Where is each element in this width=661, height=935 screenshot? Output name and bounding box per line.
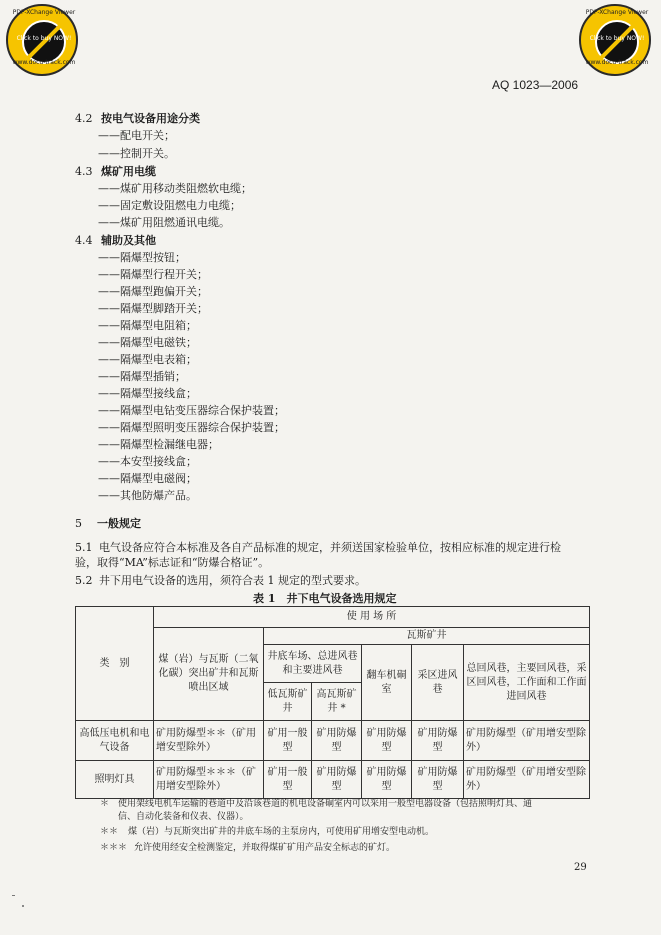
header-gas-mine: 瓦斯矿井: [264, 628, 590, 645]
cell-category: 照明灯具: [76, 761, 154, 799]
header-low-gas: 低瓦斯矿井: [264, 683, 312, 721]
scan-speck: [22, 905, 24, 907]
header-outburst: 煤（岩）与瓦斯（二氧化碳）突出矿井和瓦斯喷出区域: [154, 628, 264, 721]
list-item: ——隔爆型检漏继电器；: [98, 438, 219, 451]
header-high-gas: 高瓦斯矿井 *: [312, 683, 362, 721]
table-note-3: ＊＊＊ 允许使用经安全检测鉴定，并取得煤矿矿用产品安全标志的矿灯。: [100, 843, 396, 853]
list-item: ——隔爆型插销；: [98, 370, 186, 383]
table-caption: 表 1 井下电气设备选用规定: [253, 592, 397, 605]
header-shaft-bottom: 井底车场、总进风巷和主要进风巷: [264, 645, 362, 683]
list-item: ——煤矿用阻燃通讯电缆。: [98, 216, 230, 229]
header-mining: 采区进风巷: [412, 645, 464, 721]
cell-high-gas: 矿用防爆型: [312, 761, 362, 799]
section-4-2-heading: 4.2 按电气设备用途分类: [75, 112, 200, 125]
cell-low-gas: 矿用一般型: [264, 721, 312, 761]
table-row: [76, 721, 590, 761]
header-usage: 使 用 场 所: [154, 607, 590, 628]
list-item: ——本安型接线盒；: [98, 455, 197, 468]
list-item: ——隔爆型脚踏开关；: [98, 302, 208, 315]
equipment-selection-table: [75, 606, 590, 799]
table-note-1: ＊ 使用架线电机车运输的巷道中及沿该巷道的机电设备硐室内可以采用一般型电器设备（包括照明灯具、通 信、自动化装备和仪表、仪器）。: [100, 799, 533, 822]
cell-mining: 矿用防爆型: [412, 721, 464, 761]
header-category: 类 别: [76, 607, 154, 721]
cell-outburst: 矿用防爆型＊＊＊（矿用增安型除外）: [154, 761, 264, 799]
list-item: ——隔爆型电阻箱；: [98, 319, 197, 332]
cell-high-gas: 矿用防爆型: [312, 721, 362, 761]
clause-5-2: 5.2 井下用电气设备的选用，须符合表 1 规定的型式要求。: [75, 574, 366, 587]
list-item: ——隔爆型按钮；: [98, 251, 186, 264]
list-item: ——隔爆型行程开关；: [98, 268, 208, 281]
list-item: ——隔爆型照明变压器综合保护装置；: [98, 421, 285, 434]
cell-tipper: 矿用防爆型: [362, 721, 412, 761]
cell-return: 矿用防爆型（矿用增安型除外）: [464, 761, 590, 799]
list-item: ——配电开关；: [98, 129, 175, 142]
cell-return: 矿用防爆型（矿用增安型除外）: [464, 721, 590, 761]
cell-mining: 矿用防爆型: [412, 761, 464, 799]
cell-low-gas: 矿用一般型: [264, 761, 312, 799]
section-4-4-heading: 4.4 辅助及其他: [75, 234, 156, 247]
list-item: ——煤矿用移动类阻燃软电缆；: [98, 182, 252, 195]
table-note-2: ＊＊ 煤（岩）与瓦斯突出矿井的井底车场的主泵房内，可使用矿用增安型电动机。: [100, 827, 435, 837]
clause-5-1: 5.1 电气设备应符合本标准及各自产品标准的规定，并须送国家检验单位，按相应标准的规定进行检 验，取得“MA”标志证和“防爆合格证”。: [75, 541, 561, 569]
pdf-xchange-badge-right[interactable]: [579, 4, 651, 76]
list-item: ——隔爆型接线盒；: [98, 387, 197, 400]
table-row: [76, 761, 590, 799]
document-code: AQ 1023—2006: [492, 78, 579, 92]
list-item: ——控制开关。: [98, 147, 175, 160]
cell-tipper: 矿用防爆型: [362, 761, 412, 799]
badge-text: PDF-XChange Viewer Click to buy NOW! www.docu-track.com: [12, 9, 76, 66]
section-5-heading: 5 一般规定: [75, 517, 141, 530]
list-item: ——隔爆型跑偏开关；: [98, 285, 208, 298]
list-item: ——固定敷设阻燃电力电缆；: [98, 199, 241, 212]
list-item: ——隔爆型电磁阀；: [98, 472, 197, 485]
list-item: ——隔爆型电磁铁；: [98, 336, 197, 349]
cell-outburst: 矿用防爆型＊＊（矿用增安型除外）: [154, 721, 264, 761]
list-item: ——其他防爆产品。: [98, 489, 197, 502]
cell-category: 高低压电机和电气设备: [76, 721, 154, 761]
header-return: 总回风巷，主要回风巷，采区回风巷，工作面和工作面进回风巷: [464, 645, 590, 721]
header-tipper: 翻车机硐室: [362, 645, 412, 721]
page-number: 29: [574, 862, 587, 873]
scan-speck: [12, 895, 15, 896]
badge-text: PDF-XChange Viewer Click to buy NOW! www.docu-track.com: [585, 9, 649, 66]
pdf-xchange-badge-left[interactable]: [6, 4, 78, 76]
section-4-3-heading: 4.3 煤矿用电缆: [75, 165, 156, 178]
list-item: ——隔爆型电表箱；: [98, 353, 197, 366]
list-item: ——隔爆型电钻变压器综合保护装置；: [98, 404, 285, 417]
